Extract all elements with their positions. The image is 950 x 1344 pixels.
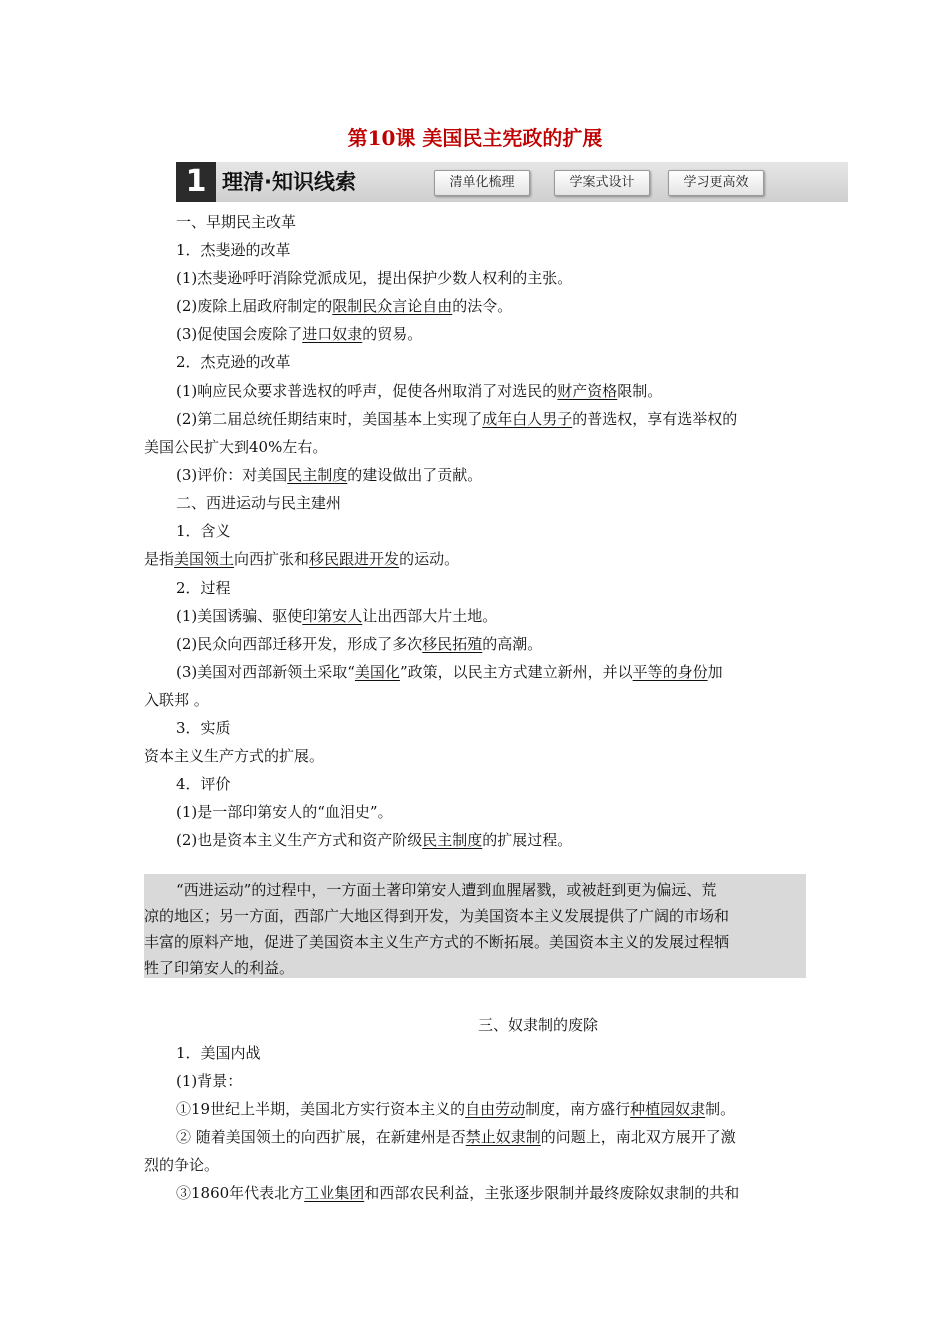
underlined-key-term: 成年白人男子 (482, 410, 573, 428)
section-number-badge: 1 (176, 162, 216, 202)
text-line (176, 1183, 739, 1203)
text-line (176, 606, 497, 626)
text-segment: 1．含义 (176, 522, 231, 540)
underlined-key-term: 移民跟进开发 (309, 550, 400, 568)
text-line (176, 296, 512, 316)
text-segment: (1)杰斐逊呼吁消除党派成见，提出保护少数人权利的主张。 (176, 269, 573, 287)
text-line (176, 521, 231, 541)
text-line (176, 774, 231, 794)
underlined-key-term: 民主制度 (422, 831, 483, 849)
text-line (176, 1043, 261, 1063)
text-line (176, 465, 482, 485)
text-segment: (3)评价：对美国 (176, 466, 288, 484)
text-segment: 的贸易。 (362, 325, 423, 343)
text-segment: 的普选权，享有选举权的 (572, 410, 738, 428)
text-line (176, 578, 231, 598)
tab-study-design[interactable]: 学案式设计 (554, 170, 650, 196)
underlined-key-term: 禁止奴隶制 (465, 1128, 541, 1146)
tab-checklist[interactable]: 清单化梳理 (434, 170, 530, 196)
banner-heading: 理清·知识线索 (222, 170, 356, 194)
underlined-key-term: 工业集团 (304, 1184, 365, 1202)
text-line (144, 690, 209, 710)
text-segment: 让出西部大片土地。 (362, 607, 498, 625)
underlined-key-term: 限制民众言论自由 (332, 297, 453, 315)
text-segment: ”政策，以民主方式建立新州，并以 (399, 663, 633, 681)
text-segment: ② 随着美国领土的向西扩展，在新建州是否 (176, 1128, 466, 1146)
underlined-key-term: 自由劳动 (465, 1100, 526, 1118)
text-segment: (2)第二届总统任期结束时，美国基本上实现了 (176, 410, 483, 428)
underlined-key-term: 美国领土 (174, 550, 235, 568)
text-line (176, 493, 341, 513)
text-segment: (2)废除上届政府制定的 (176, 297, 333, 315)
text-segment: 美国公民扩大到40%左右。 (144, 438, 328, 456)
text-segment: (2)也是资本主义生产方式和资产阶级 (176, 831, 423, 849)
text-segment: 的建设做出了贡献。 (347, 466, 483, 484)
text-segment: 二、西进运动与民主建州 (176, 494, 342, 512)
text-line (176, 1071, 242, 1091)
note-line: 凉的地区；另一方面，西部广大地区得到开发，为美国资本主义发展提供了广阔的市场和 (144, 907, 730, 925)
text-line (176, 718, 231, 738)
note-line: 丰富的原料产地，促进了美国资本主义生产方式的不断拓展。美国资本主义的发展过程牺 (144, 933, 730, 951)
text-line (176, 1099, 735, 1119)
text-line (176, 324, 422, 344)
text-line (176, 634, 542, 654)
text-line (176, 830, 572, 850)
text-segment: (3)美国对西部新领土采取“ (176, 663, 355, 681)
text-segment: 和西部农民利益，主张逐步限制并最终废除奴隶制的共和 (364, 1184, 740, 1202)
text-segment: 4．评价 (176, 775, 231, 793)
text-segment: 2．过程 (176, 579, 231, 597)
underlined-key-term: 美国化 (354, 663, 400, 681)
underlined-key-term: 印第安人 (302, 607, 363, 625)
text-segment: (1)响应民众要求普选权的呼声，促使各州取消了对选民的 (176, 382, 558, 400)
tab-efficiency[interactable]: 学习更高效 (668, 170, 764, 196)
note-line: “西进运动”的过程中，一方面土著印第安人遭到血腥屠戮，或被赶到更为偏远、荒 (176, 881, 717, 899)
underlined-key-term: 进口奴隶 (302, 325, 363, 343)
text-segment: 入联邦 。 (144, 691, 209, 709)
text-segment: 制。 (705, 1100, 736, 1118)
text-segment: 制度，南方盛行 (525, 1100, 631, 1118)
text-segment: 的问题上，南北双方展开了激 (540, 1128, 736, 1146)
text-line (176, 240, 291, 260)
section-heading: 三、奴隶制的废除 (478, 1016, 599, 1034)
text-segment: 的运动。 (399, 550, 460, 568)
text-segment: 2．杰克逊的改革 (176, 353, 291, 371)
text-segment: 3．实质 (176, 719, 231, 737)
text-segment: 的法令。 (452, 297, 513, 315)
text-line (176, 1127, 736, 1147)
text-line (144, 549, 459, 569)
text-segment: (3)促使国会废除了 (176, 325, 303, 343)
text-segment: 一、早期民主改革 (176, 213, 297, 231)
text-segment: ①19世纪上半期，美国北方实行资本主义的 (176, 1100, 466, 1118)
text-line (144, 1155, 219, 1175)
underlined-key-term: 民主制度 (287, 466, 348, 484)
text-segment: (2)民众向西部迁移开发，形成了多次 (176, 635, 423, 653)
text-line (176, 268, 572, 288)
text-line (176, 802, 393, 822)
text-segment: 1．美国内战 (176, 1044, 261, 1062)
text-segment: 烈的争论。 (144, 1156, 220, 1174)
text-segment: 1．杰斐逊的改革 (176, 241, 291, 259)
text-segment: 限制。 (617, 382, 663, 400)
text-segment: 向西扩张和 (234, 550, 310, 568)
text-segment: ③1860年代表北方 (176, 1184, 305, 1202)
underlined-key-term: 平等的身份 (632, 663, 708, 681)
text-segment: 的高潮。 (482, 635, 543, 653)
underlined-key-term: 种植园奴隶 (630, 1100, 706, 1118)
text-line (176, 352, 291, 372)
text-segment: 的扩展过程。 (482, 831, 573, 849)
text-line (176, 409, 737, 429)
underlined-key-term: 移民拓殖 (422, 635, 483, 653)
text-line (176, 212, 296, 232)
underlined-key-term: 财产资格 (557, 382, 618, 400)
text-segment: 加 (707, 663, 723, 681)
page-title: 第10课 美国民主宪政的扩展 (347, 126, 603, 150)
text-segment: (1)是一部印第安人的“血泪史”。 (176, 803, 393, 821)
text-line (176, 381, 662, 401)
text-line (144, 437, 327, 457)
text-line (144, 746, 324, 766)
text-segment: (1)美国诱骗、驱使 (176, 607, 303, 625)
text-line (176, 662, 723, 682)
text-segment: 资本主义生产方式的扩展。 (144, 747, 325, 765)
note-line: 牲了印第安人的利益。 (144, 959, 295, 977)
text-segment: 是指 (144, 550, 175, 568)
text-segment: (1)背景： (176, 1072, 243, 1090)
